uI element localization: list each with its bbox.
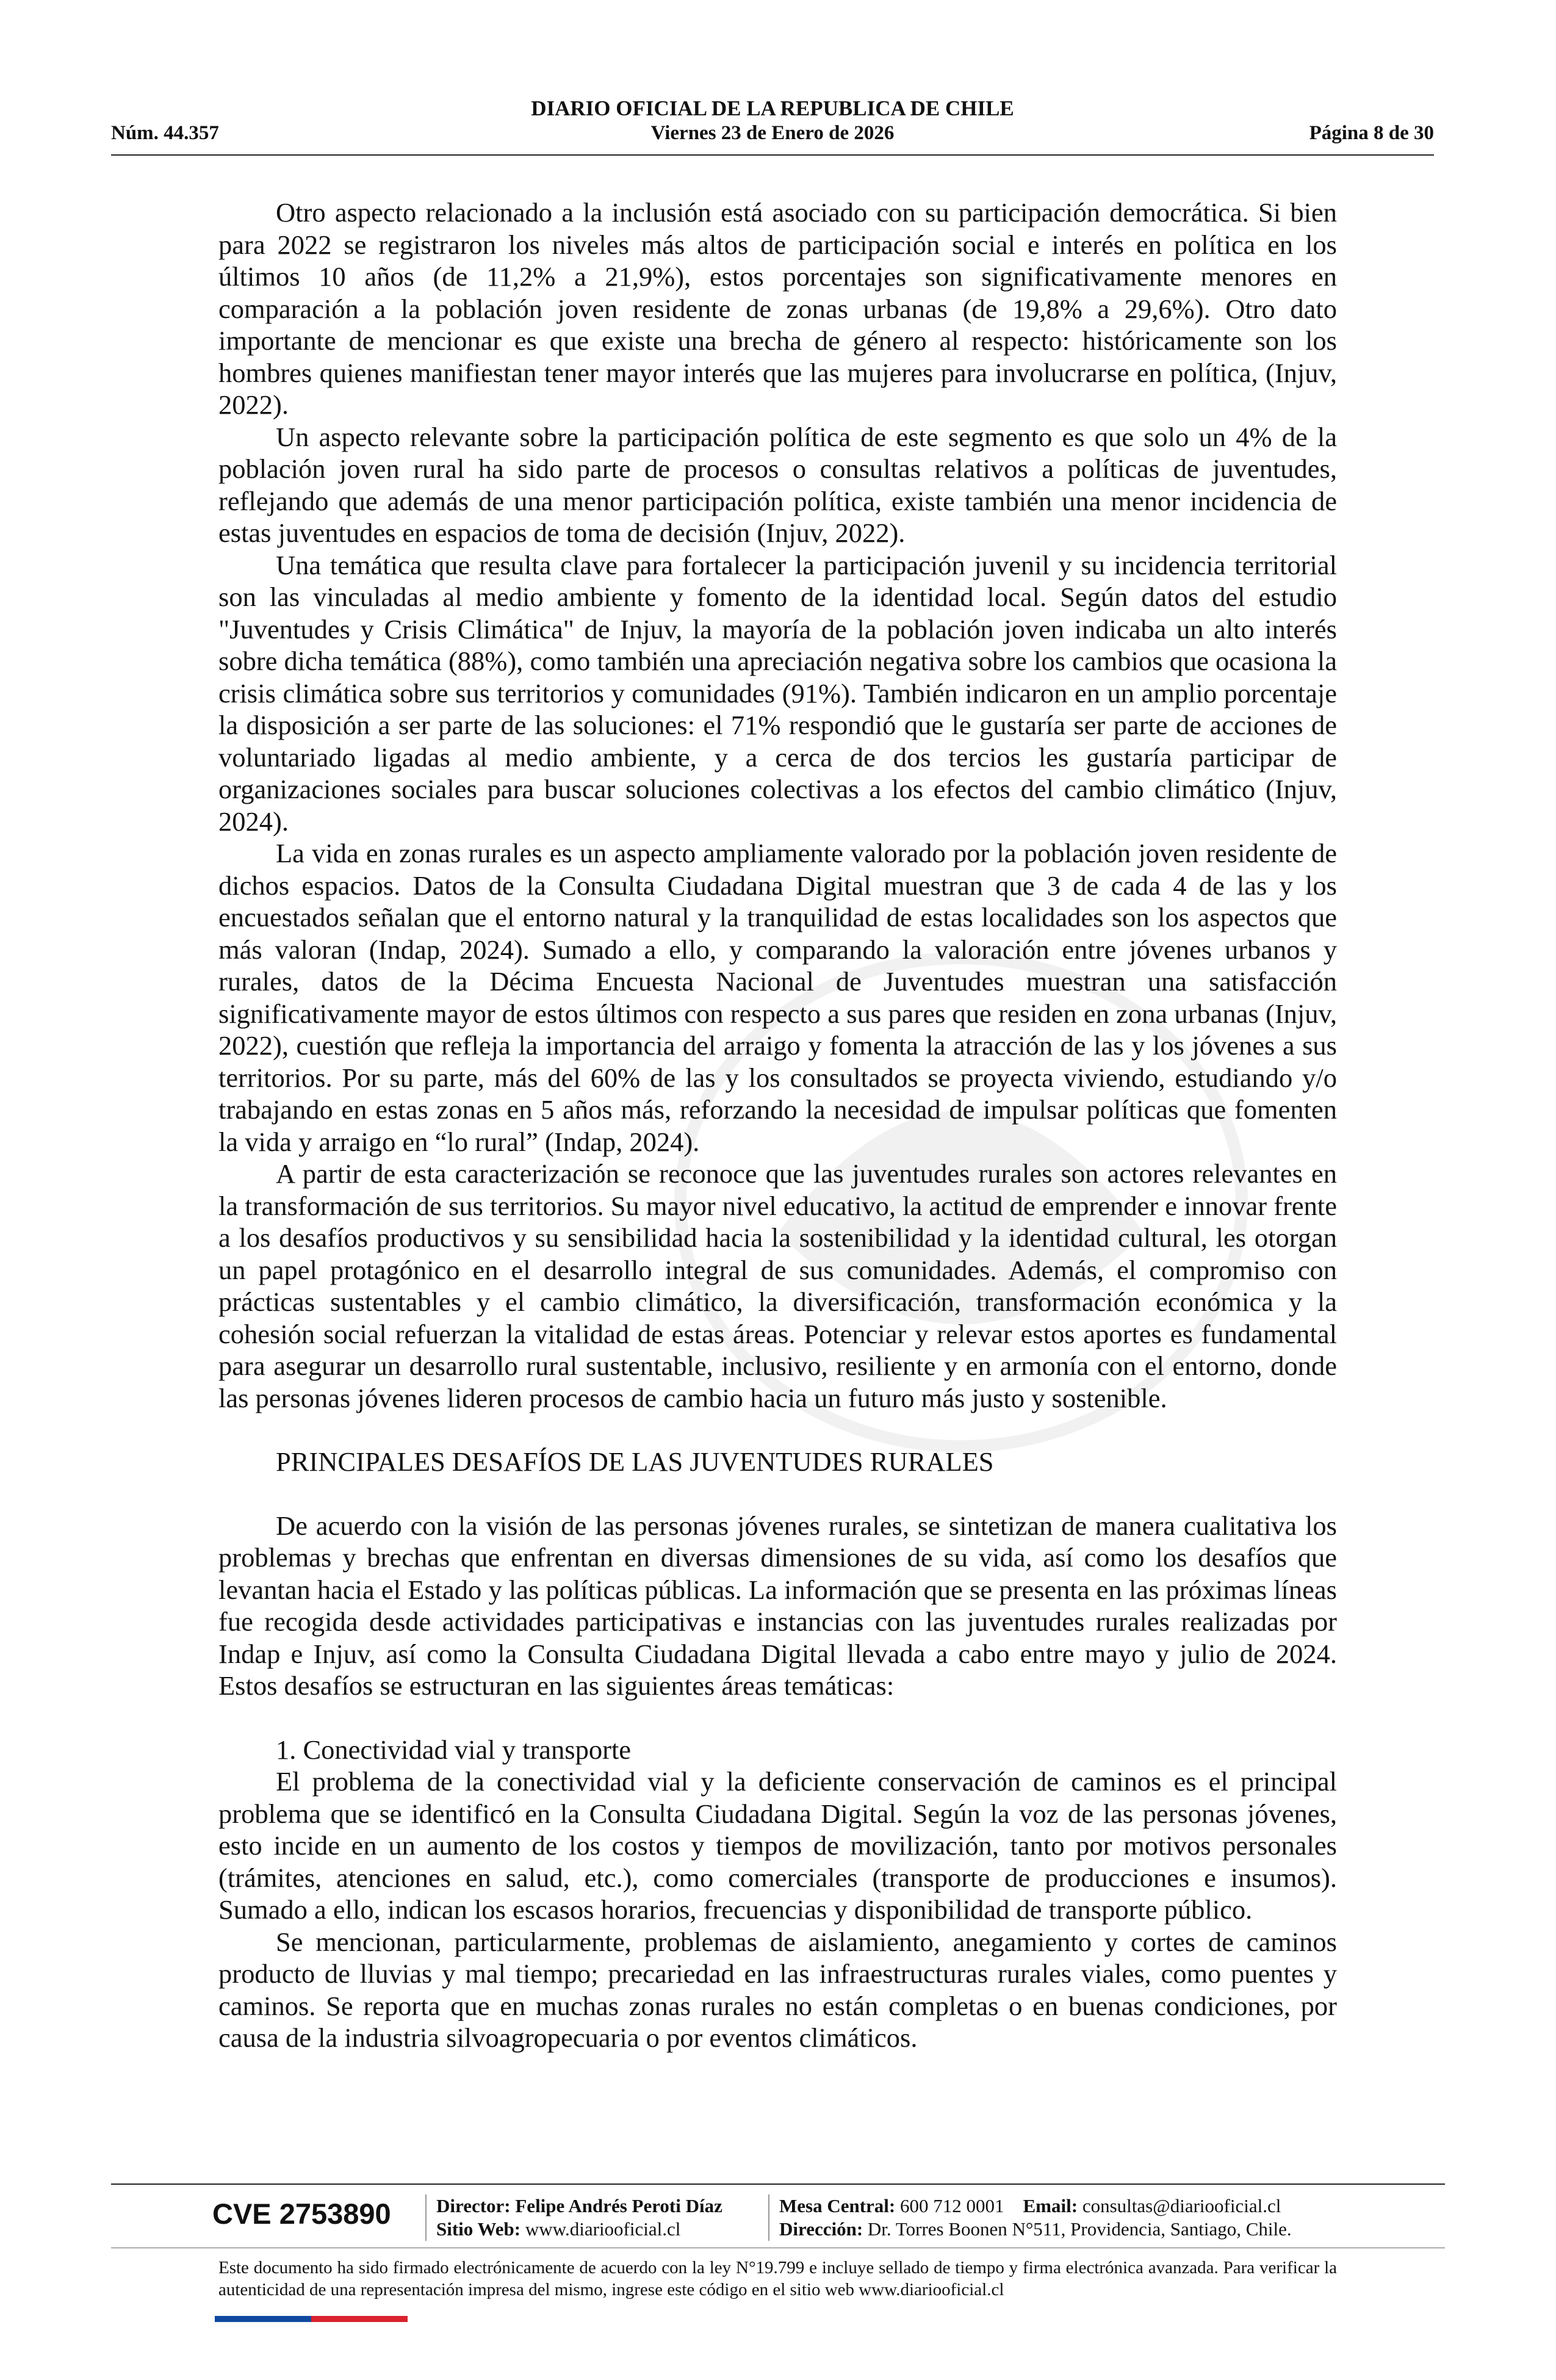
address-label: Dirección:: [779, 2218, 863, 2240]
website-label: Sitio Web:: [436, 2218, 521, 2240]
footer-director-block: [425, 2194, 722, 2241]
paragraph: La vida en zonas rurales es un aspecto ampliamente valorado por la población joven residente de dichos espacios. Datos de la Consulta Ciudadana Digital muestran que 3 de cada 4 de las y los encuestados señalan que el entorno natural y la tranquilidad de estas localidades son los aspectos que más valoran (Indap, 2024). Sumado a ello, y comparando la valoración entre jóvenes urbanos y rurales, datos de la Décima Encuesta Nacional de Juventudes muestran una satisfacción significativamente mayor de estos últimos con respecto a sus pares que residen en zona urbanas (Injuv, 2022), cuestión que refleja la importancia del arraigo y fomenta la atracción de las y los jóvenes a sus territorios. Por su parte, más del 60% de las y los consultados se proyecta viviendo, estudiando y/o trabajando en estas zonas en 5 años más, reforzando la necesidad de impulsar políticas que fomenten la vida y arraigo en “lo rural” (Indap, 2024).: [218, 838, 1337, 1157]
website-link[interactable]: www.diariooficial.cl: [525, 2218, 681, 2240]
paragraph: El problema de la conectividad vial y la deficiente conservación de caminos es el principal problema que se identificó en la Consulta Ciudadana Digital. Según la voz de las personas jóvenes, esto incide en un aumento de los costos y tiempos de movilización, tanto por motivos personales (trámites, atenciones en salud, etc.), como comerciales (transporte de producciones e insumos). Sumado a ello, indican los escasos horarios, frecuencias y disponibilidad de transporte público.: [218, 1766, 1337, 1925]
flag-stripe: [215, 2316, 408, 2322]
page-header: [111, 92, 1434, 153]
email-link[interactable]: consultas@diariooficial.cl: [1082, 2195, 1281, 2216]
paragraph: Un aspecto relevante sobre la participación política de este segmento es que solo un 4% de la población joven rural ha sido parte de procesos o consultas relativos a políticas de juventudes, reflejando que además de una menor participación política, existe también una menor incidencia de estas juventudes en espacios de toma de decisión (Injuv, 2022).: [218, 421, 1337, 548]
flag-stripe-blue: [215, 2316, 311, 2322]
mesa-phone: 600 712 0001: [900, 2195, 1004, 2216]
page-number: Página 8 de 30: [1309, 122, 1434, 144]
paragraph: A partir de esta caracterización se reconoce que las juventudes rurales son actores relevantes en la transformación de sus territorios. Su mayor nivel educativo, la actitud de emprender e innovar frente a los desafíos productivos y su sensibilidad hacia la sostenibilidad y la identidad cultural, les otorgan un papel protagónico en el desarrollo integral de sus comunidades. Además, el compromiso con prácticas sustentables y el cambio climático, la diversificación, transformación económica y la cohesión social refuerzan la vitalidad de estas áreas. Potenciar y relevar estos aportes es fundamental para asegurar un desarrollo rural sustentable, inclusivo, resiliente y en armonía con el entorno, donde las personas jóvenes lideren procesos de cambio hacia un futuro más justo y sostenible.: [218, 1158, 1337, 1413]
paragraph: Otro aspecto relacionado a la inclusión está asociado con su participación democrática. Si bien para 2022 se registraron los niveles más altos de participación social e interés en política en los últimos 10 años (de 11,2% a 21,9%), estos porcentajes son significativamente menores en comparación a la población joven residente de zonas urbanas (de 19,8% a 29,6%). Otro dato importante de mencionar es que existe una brecha de género al respecto: históricamente son los hombres quienes manifiestan tener mayor interés que las mujeres para involucrarse en política, (Injuv, 2022).: [218, 197, 1337, 420]
journal-title: DIARIO OFICIAL DE LA REPUBLICA DE CHILE: [531, 96, 1014, 120]
email-label: Email:: [1023, 2195, 1078, 2216]
paragraph: De acuerdo con la visión de las personas jóvenes rurales, se sintetizan de manera cualitativa los problemas y brechas que enfrentan en diversas dimensiones de su vida, así como los desafíos que levantan hacia el Estado y las políticas públicas. La información que se presenta en las próximas líneas fue recogida desde actividades participativas e instancias con las juventudes rurales realizadas por Indap e Injuv, así como la Consulta Ciudadana Digital llevada a cabo entre mayo y julio de 2024. Estos desafíos se estructuran en las siguientes áreas temáticas:: [218, 1510, 1337, 1701]
issue-date: Viernes 23 de Enero de 2026: [650, 122, 895, 144]
article-body: [218, 197, 1337, 2054]
director-label: Director:: [436, 2195, 511, 2216]
signature-disclaimer: Este documento ha sido firmado electrónicamente de acuerdo con la ley N°19.799 e incluye sellado de tiempo y firma electrónica avanzada. Para verificar la autenticidad de una representación impresa del mismo, ingrese este código en el sitio web www.diariooficial.cl: [218, 2258, 1337, 2299]
header-divider: [111, 154, 1434, 156]
subsection-heading: 1. Conectividad vial y transporte: [276, 1734, 632, 1765]
director-name: Felipe Andrés Peroti Díaz: [515, 2195, 722, 2216]
flag-stripe-red: [311, 2316, 408, 2322]
address: Dr. Torres Boonen N°511, Providencia, Santiago, Chile.: [867, 2218, 1292, 2240]
cve-code: CVE 2753890: [212, 2198, 391, 2230]
page-footer: [111, 2191, 1445, 2246]
mesa-label: Mesa Central:: [779, 2195, 896, 2216]
section-heading: PRINCIPALES DESAFÍOS DE LAS JUVENTUDES RURALES: [276, 1446, 994, 1477]
issue-number: Núm. 44.357: [111, 122, 219, 144]
paragraph: Una temática que resulta clave para fortalecer la participación juvenil y su incidencia territorial son las vinculadas al medio ambiente y fomento de la identidad local. Según datos del estudio "Juventudes y Crisis Climática" de Injuv, la mayoría de la población joven indicaba un alto interés sobre dicha temática (88%), como también una apreciación negativa sobre los cambios que ocasiona la crisis climática sobre sus territorios y comunidades (91%). También indicaron en un amplio porcentaje la disposición a ser parte de las soluciones: el 71% respondió que le gustaría ser parte de acciones de voluntariado ligadas al medio ambiente, y a cerca de dos tercios les gustaría participar de organizaciones sociales para buscar soluciones colectivas a los efectos del cambio climático (Injuv, 2024).: [218, 549, 1337, 837]
footer-divider: [111, 2183, 1445, 2185]
footer-contact-block: [768, 2194, 1292, 2241]
paragraph: Se mencionan, particularmente, problemas de aislamiento, anegamiento y cortes de caminos producto de lluvias y mal tiempo; precariedad en las infraestructuras rurales viales, como puentes y caminos. Se reporta que en muchas zonas rurales no están completas o en buenas condiciones, por causa de la industria silvoagropecuaria o por eventos climáticos.: [218, 1926, 1337, 2053]
